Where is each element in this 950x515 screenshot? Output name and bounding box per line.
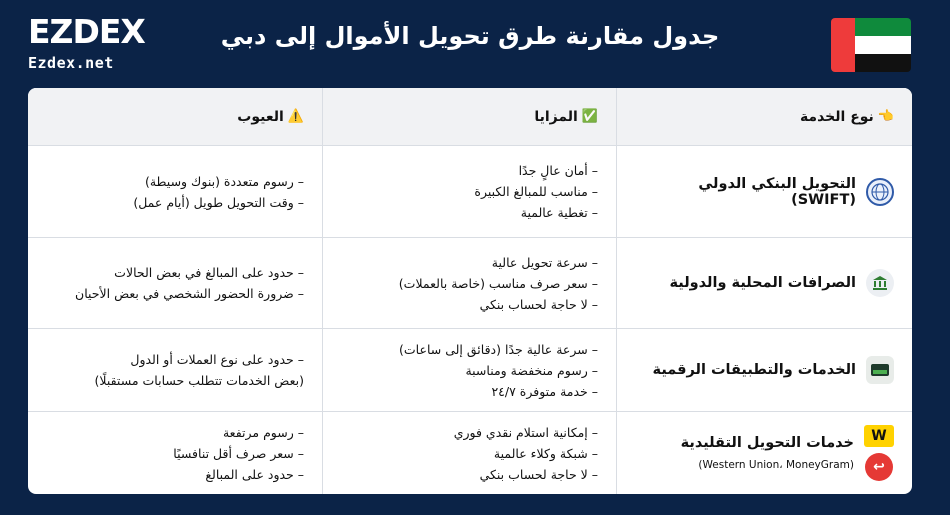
table-row	[28, 146, 912, 238]
pros-item: – مناسب للمبالغ الكبيرة	[474, 184, 598, 199]
pros-item: – لا حاجة لحساب بنكي	[479, 466, 598, 482]
cash-icon	[866, 356, 894, 384]
cons-item: – رسوم متعددة (بنوك وسيطة)	[144, 173, 304, 189]
service-cell	[616, 412, 912, 494]
logo-mark: EZDEX	[28, 12, 145, 51]
header-service-label: نوع الخدمة	[799, 108, 874, 125]
pros-item: – سرعة تحويل عالية	[491, 254, 598, 270]
table-header-row	[28, 88, 912, 146]
header-cons-label: العيوب	[237, 108, 284, 125]
pros-item: – إمكانية استلام نقدي فوري	[453, 424, 598, 440]
pros-item: – أمان عالٍ جدًا	[518, 163, 598, 178]
pros-cell	[322, 146, 616, 237]
warning-icon: ⚠️	[287, 109, 304, 124]
logo-url: Ezdex.net	[28, 54, 114, 72]
cons-item: (بعض الخدمات تتطلب حسابات مستقبلًا)	[94, 373, 304, 388]
pros-item: – شبكة وكلاء عالمية	[493, 445, 598, 461]
cons-item: – وقت التحويل طويل (أيام عمل)	[133, 194, 304, 210]
cons-item: – ضرورة الحضور الشخصي في بعض الأحيان	[75, 286, 304, 301]
header-pros-label: المزايا	[534, 108, 578, 125]
service-cell	[616, 146, 912, 237]
cons-cell	[28, 329, 322, 411]
pros-item: – سرعة عالية جدًا (دقائق إلى ساعات)	[399, 341, 598, 357]
cons-cell	[28, 146, 322, 237]
uae-flag-icon	[831, 18, 911, 72]
cons-item: – حدود على المبالغ	[205, 466, 304, 482]
pointing-hand-icon: 👈	[877, 109, 894, 124]
cons-cell	[28, 412, 322, 494]
service-subtitle: (Western Union، MoneyGram)	[698, 459, 854, 471]
pros-cell	[322, 329, 616, 411]
service-name: التحويل البنكي الدولي (SWIFT)	[698, 175, 856, 208]
western-union-icon: W	[864, 425, 894, 447]
cons-item: – سعر صرف أقل تنافسيًا	[173, 445, 304, 461]
table-row	[28, 412, 912, 494]
page-title: جدول مقارنة طرق تحويل الأموال إلى دبي	[220, 22, 720, 50]
cons-cell	[28, 238, 322, 328]
header-cons	[28, 88, 322, 145]
cons-item: – حدود على نوع العملات أو الدول	[130, 352, 304, 367]
header-service	[616, 88, 912, 145]
pros-item: – رسوم منخفضة ومناسبة	[465, 362, 598, 378]
service-name: الخدمات والتطبيقات الرقمية	[652, 362, 856, 378]
comparison-table	[28, 88, 912, 494]
header-pros	[322, 88, 616, 145]
pros-item: – تغطية عالمية	[520, 205, 598, 220]
service-cell	[616, 329, 912, 411]
table-row	[28, 329, 912, 412]
pros-cell	[322, 412, 616, 494]
bank-icon	[866, 269, 894, 297]
table-row	[28, 238, 912, 329]
cons-item: – حدود على المبالغ في بعض الحالات	[114, 265, 304, 280]
brand-logo[interactable]	[28, 14, 148, 72]
service-cell	[616, 238, 912, 328]
pros-item: – سعر صرف مناسب (خاصة بالعملات)	[398, 275, 598, 291]
pros-cell	[322, 238, 616, 328]
cons-item: – رسوم مرتفعة	[222, 424, 304, 440]
moneygram-icon: ↩	[865, 453, 893, 481]
pros-item: – لا حاجة لحساب بنكي	[479, 296, 598, 312]
header	[0, 0, 950, 86]
service-name: الصرافات المحلية والدولية	[669, 275, 856, 291]
swift-icon	[866, 178, 894, 206]
pros-item: – خدمة متوفرة ٢٤/٧	[491, 383, 598, 399]
check-icon: ✅	[581, 109, 598, 124]
service-name: خدمات التحويل التقليدية	[680, 435, 854, 451]
